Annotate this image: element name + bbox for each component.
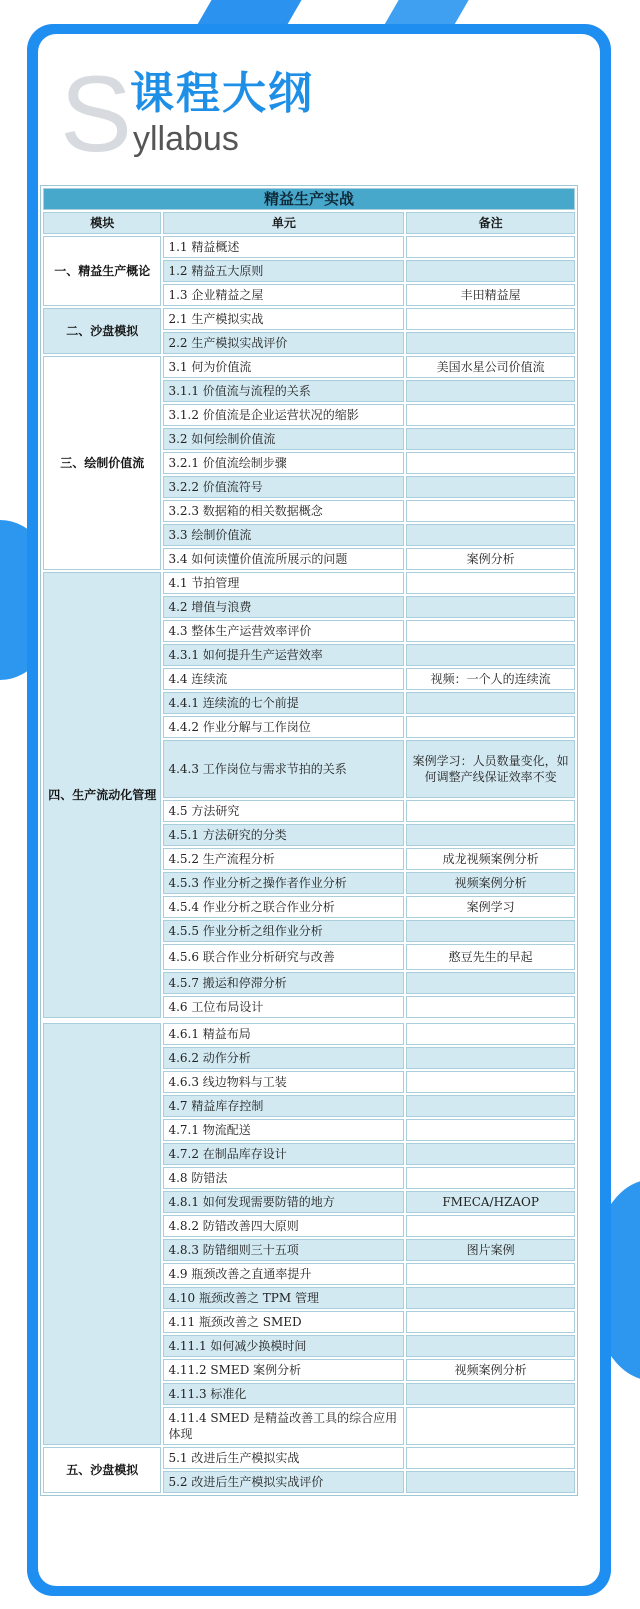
unit-cell: 1.2 精益五大原则 — [163, 260, 404, 282]
header-title-en: yllabus — [133, 120, 239, 158]
unit-cell: 4.5.3 作业分析之操作者作业分析 — [163, 872, 404, 894]
unit-cell: 5.2 改进后生产模拟实战评价 — [163, 1471, 404, 1493]
note-cell — [406, 380, 575, 402]
note-cell — [406, 1119, 575, 1141]
unit-cell: 3.2.2 价值流符号 — [163, 476, 404, 498]
unit-cell: 3.2 如何绘制价值流 — [163, 428, 404, 450]
unit-cell: 4.8.1 如何发现需要防错的地方 — [163, 1191, 404, 1213]
unit-cell: 4.11.4 SMED 是精益改善工具的综合应用体现 — [163, 1407, 404, 1445]
unit-cell: 4.11 瓶颈改善之 SMED — [163, 1311, 404, 1333]
header-big-letter: S — [60, 53, 133, 174]
note-cell — [406, 476, 575, 498]
note-cell — [406, 1071, 575, 1093]
header-title-cn: 课程大纲 — [130, 68, 314, 119]
note-cell — [406, 1023, 575, 1045]
note-cell — [406, 1263, 575, 1285]
note-cell: 憨豆先生的早起 — [406, 944, 575, 970]
note-cell: 案例分析 — [406, 548, 575, 570]
unit-cell: 4.10 瓶颈改善之 TPM 管理 — [163, 1287, 404, 1309]
note-cell — [406, 620, 575, 642]
unit-cell: 4.3.1 如何提升生产运营效率 — [163, 644, 404, 666]
note-cell — [406, 800, 575, 822]
note-cell: 成龙视频案例分析 — [406, 848, 575, 870]
unit-cell: 4.8.2 防错改善四大原则 — [163, 1215, 404, 1237]
note-cell — [406, 1383, 575, 1405]
unit-cell: 3.1.1 价值流与流程的关系 — [163, 380, 404, 402]
unit-cell: 4.9 瓶颈改善之直通率提升 — [163, 1263, 404, 1285]
unit-cell: 1.3 企业精益之屋 — [163, 284, 404, 306]
note-cell — [406, 1407, 575, 1445]
note-cell — [406, 452, 575, 474]
note-cell — [406, 972, 575, 994]
unit-cell: 4.4 连续流 — [163, 668, 404, 690]
unit-cell: 4.6.3 线边物料与工装 — [163, 1071, 404, 1093]
note-cell — [406, 524, 575, 546]
table-row — [43, 308, 575, 330]
unit-cell: 4.7.1 物流配送 — [163, 1119, 404, 1141]
unit-cell: 3.2.3 数据箱的相关数据概念 — [163, 500, 404, 522]
unit-cell: 2.2 生产模拟实战评价 — [163, 332, 404, 354]
syllabus-card — [38, 34, 600, 1586]
module-name: 一、精益生产概论 — [43, 236, 161, 306]
unit-cell: 5.1 改进后生产模拟实战 — [163, 1447, 404, 1469]
unit-cell: 1.1 精益概述 — [163, 236, 404, 258]
note-cell — [406, 692, 575, 714]
note-cell: 案例学习：人员数量变化，如何调整产线保证效率不变 — [406, 740, 575, 798]
note-cell — [406, 716, 575, 738]
module-name: 二、沙盘模拟 — [43, 308, 161, 354]
unit-cell: 4.11.1 如何减少换模时间 — [163, 1335, 404, 1357]
unit-cell: 4.5.2 生产流程分析 — [163, 848, 404, 870]
unit-cell: 4.7 精益库存控制 — [163, 1095, 404, 1117]
syllabus-table — [41, 186, 577, 1495]
unit-cell: 4.4.1 连续流的七个前提 — [163, 692, 404, 714]
unit-cell: 4.6.2 动作分析 — [163, 1047, 404, 1069]
unit-cell: 4.8.3 防错细则三十五项 — [163, 1239, 404, 1261]
note-cell — [406, 236, 575, 258]
note-cell — [406, 1047, 575, 1069]
unit-cell: 4.5.5 作业分析之组作业分析 — [163, 920, 404, 942]
table-row — [43, 356, 575, 378]
note-cell — [406, 1095, 575, 1117]
note-cell — [406, 260, 575, 282]
note-cell: 视频案例分析 — [406, 1359, 575, 1381]
table-row — [43, 1447, 575, 1469]
unit-cell: 3.3 绘制价值流 — [163, 524, 404, 546]
unit-cell: 2.1 生产模拟实战 — [163, 308, 404, 330]
syllabus-table-wrapper — [40, 185, 578, 1496]
table-row — [43, 572, 575, 594]
note-cell — [406, 1167, 575, 1189]
unit-cell: 4.7.2 在制品库存设计 — [163, 1143, 404, 1165]
note-cell: 视频：一个人的连续流 — [406, 668, 575, 690]
table-row — [43, 1023, 575, 1045]
unit-cell: 4.3 整体生产运营效率评价 — [163, 620, 404, 642]
note-cell — [406, 500, 575, 522]
table-title: 精益生产实战 — [43, 188, 575, 210]
note-cell — [406, 308, 575, 330]
note-cell — [406, 1471, 575, 1493]
unit-cell: 4.5.4 作业分析之联合作业分析 — [163, 896, 404, 918]
unit-cell: 4.4.3 工作岗位与需求节拍的关系 — [163, 740, 404, 798]
unit-cell: 4.6.1 精益布局 — [163, 1023, 404, 1045]
unit-cell: 4.8 防错法 — [163, 1167, 404, 1189]
unit-cell: 4.1 节拍管理 — [163, 572, 404, 594]
unit-cell: 3.1.2 价值流是企业运营状况的缩影 — [163, 404, 404, 426]
unit-cell: 4.5.1 方法研究的分类 — [163, 824, 404, 846]
unit-cell: 3.4 如何读懂价值流所展示的问题 — [163, 548, 404, 570]
unit-cell: 3.2.1 价值流绘制步骤 — [163, 452, 404, 474]
note-cell: 视频案例分析 — [406, 872, 575, 894]
note-cell — [406, 1311, 575, 1333]
module-gap-cell — [43, 1020, 575, 1021]
note-cell — [406, 920, 575, 942]
note-cell — [406, 428, 575, 450]
module-name: 三、绘制价值流 — [43, 356, 161, 570]
note-cell — [406, 404, 575, 426]
column-header-note: 备注 — [406, 212, 575, 234]
unit-cell: 4.5 方法研究 — [163, 800, 404, 822]
module-name: 四、生产流动化管理 — [43, 572, 161, 1018]
column-header-unit: 单元 — [163, 212, 404, 234]
table-row — [43, 236, 575, 258]
note-cell — [406, 572, 575, 594]
unit-cell: 3.1 何为价值流 — [163, 356, 404, 378]
module-name: 五、沙盘模拟 — [43, 1447, 161, 1493]
unit-cell: 4.6 工位布局设计 — [163, 996, 404, 1018]
unit-cell: 4.2 增值与浪费 — [163, 596, 404, 618]
unit-cell: 4.11.2 SMED 案例分析 — [163, 1359, 404, 1381]
module-name — [43, 1023, 161, 1445]
note-cell — [406, 596, 575, 618]
note-cell: 图片案例 — [406, 1239, 575, 1261]
note-cell — [406, 824, 575, 846]
module-gap — [43, 1020, 575, 1021]
unit-cell: 4.4.2 作业分解与工作岗位 — [163, 716, 404, 738]
column-header-module: 模块 — [43, 212, 161, 234]
note-cell: FMECA/HZAOP — [406, 1191, 575, 1213]
note-cell — [406, 332, 575, 354]
unit-cell: 4.5.7 搬运和停滞分析 — [163, 972, 404, 994]
note-cell — [406, 1143, 575, 1165]
unit-cell: 4.11.3 标准化 — [163, 1383, 404, 1405]
note-cell — [406, 644, 575, 666]
note-cell: 美国水星公司价值流 — [406, 356, 575, 378]
note-cell — [406, 1335, 575, 1357]
note-cell: 案例学习 — [406, 896, 575, 918]
note-cell: 丰田精益屋 — [406, 284, 575, 306]
note-cell — [406, 1215, 575, 1237]
unit-cell: 4.5.6 联合作业分析研究与改善 — [163, 944, 404, 970]
note-cell — [406, 1447, 575, 1469]
table-body — [43, 236, 575, 1493]
note-cell — [406, 996, 575, 1018]
note-cell — [406, 1287, 575, 1309]
